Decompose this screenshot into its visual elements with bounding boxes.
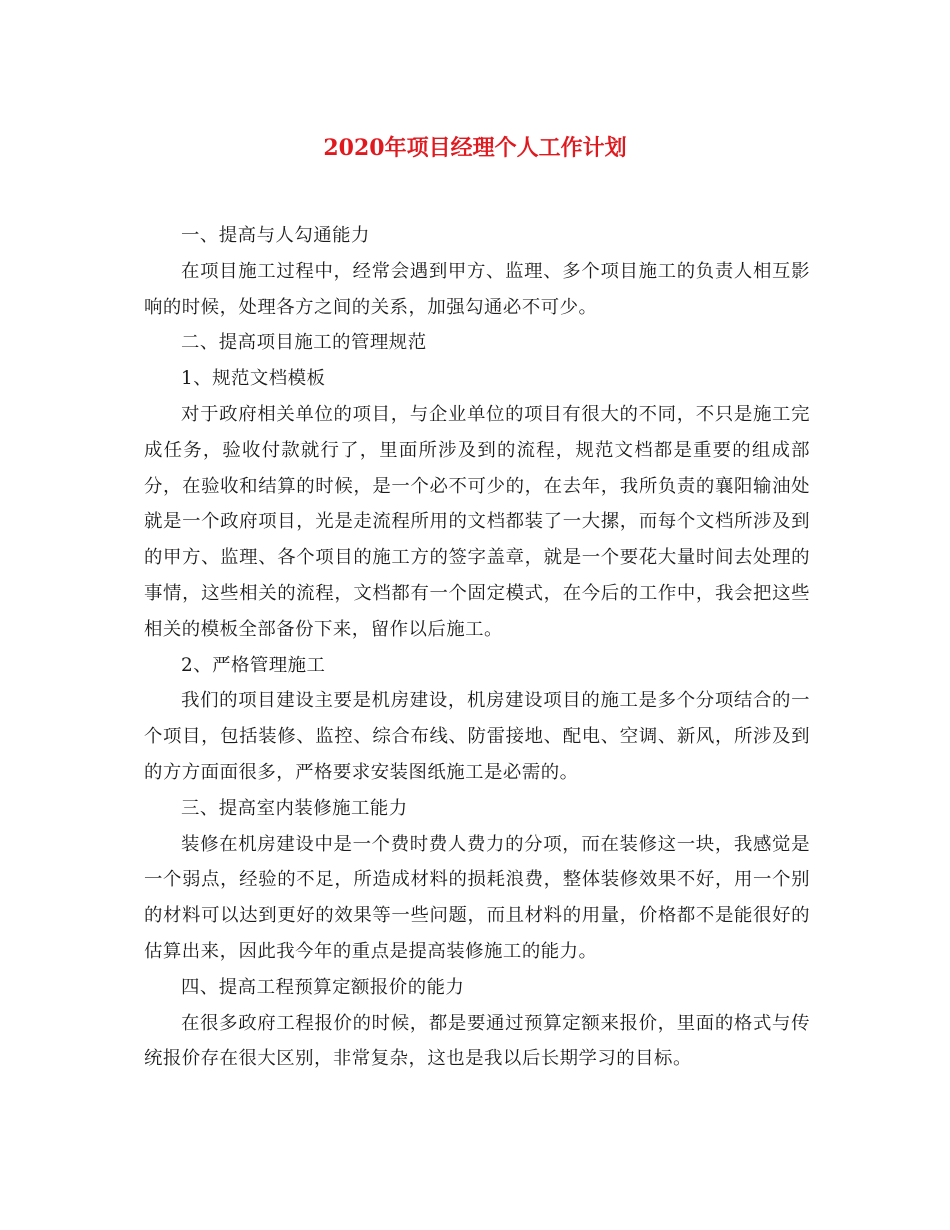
paragraph-document-templates: 对于政府相关单位的项目，与企业单位的项目有很大的不同，不只是施工完成任务，验收付款就行了，里面所涉及到的流程，规范文档都是重要的组成部分，在验收和结算的时候，是一个必不可少的，在去年，我所负责的襄阳输油处就是一个政府项目，光是走流程所用的文档都装了一大摞，而每个文档所涉及到的甲方、监理、各个项目的施工方的签字盖章，就是一个要花大量时间去处理的事情，这些相关的流程，文档都有一个固定模式，在今后的工作中，我会把这些相关的模板全部备份下来，留作以后施工。 xyxy=(144,403,810,640)
paragraph-budget: 在很多政府工程报价的时候，都是要通过预算定额来报价，里面的格式与传统报价存在很大区别，非常复杂，这也是我以后长期学习的目标。 xyxy=(144,1012,810,1070)
subheading-strict-management: 2、严格管理施工 xyxy=(181,654,326,676)
document-title: 2020年项目经理个人工作计划 xyxy=(323,135,627,161)
paragraph-strict-management: 我们的项目建设主要是机房建设，机房建设项目的施工是多个分项结合的一个项目，包括装修、监控、综合布线、防雷接地、配电、空调、新风，所涉及到的方方面面很多，严格要求安装图纸施工是必需的。 xyxy=(144,690,810,783)
subheading-document-templates: 1、规范文档模板 xyxy=(181,368,326,390)
document-body xyxy=(144,218,810,1077)
heading-4-budget: 四、提高工程预算定额报价的能力 xyxy=(181,976,465,998)
heading-2-management: 二、提高项目施工的管理规范 xyxy=(181,332,427,354)
paragraph-decoration: 装修在机房建设中是一个费时费人费力的分项，而在装修这一块，我感觉是一个弱点，经验的不足，所造成材料的损耗浪费，整体装修效果不好，用一个别的材料可以达到更好的效果等一些问题，而且材料的用量，价格都不是能很好的估算出来，因此我今年的重点是提高装修施工的能力。 xyxy=(144,833,810,962)
heading-1-communication: 一、提高与人勾通能力 xyxy=(181,225,370,246)
paragraph-communication: 在项目施工过程中，经常会遇到甲方、监理、多个项目施工的负责人相互影响的时候，处理各方之间的关系，加强勾通必不可少。 xyxy=(144,260,810,318)
heading-3-decoration: 三、提高室内装修施工能力 xyxy=(181,797,408,819)
